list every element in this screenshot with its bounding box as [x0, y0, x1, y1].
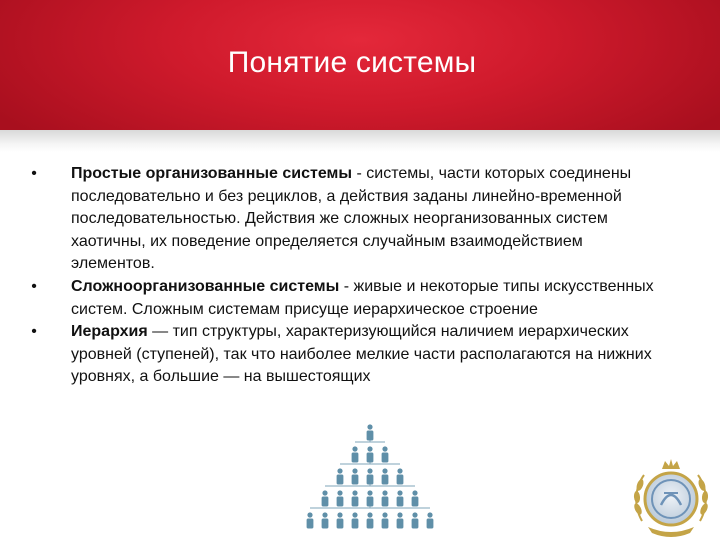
person-icon — [382, 446, 389, 462]
person-icon — [367, 446, 374, 462]
item-term: Иерархия — [71, 323, 148, 341]
person-icon — [382, 490, 389, 506]
item-text: — тип структуры, характеризующийся наличием иерархических уровней (ступеней), так что наиболее мелкие части располагаются на нижних уровнях, а большие — на вышестоящих — [71, 323, 652, 386]
person-icon — [307, 512, 314, 528]
person-icon — [382, 512, 389, 528]
person-icon — [367, 424, 374, 440]
person-icon — [337, 512, 344, 528]
person-icon — [412, 490, 419, 506]
person-icon — [367, 512, 374, 528]
slide-header — [0, 0, 720, 130]
person-icon — [322, 490, 329, 506]
person-icon — [397, 490, 404, 506]
bullet-list — [28, 163, 668, 389]
list-item — [28, 321, 668, 389]
list-item — [28, 276, 668, 321]
person-icon — [382, 468, 389, 484]
page-title: Понятие системы — [227, 46, 477, 79]
bullet-marker: • — [31, 323, 37, 341]
university-crest-emblem-icon — [628, 455, 714, 541]
bullet-marker: • — [31, 165, 37, 182]
item-text: - живые и некоторые типы искусственных систем. Сложным системам присуще иерархическое строение — [71, 277, 654, 318]
item-term: Простые организованные системы — [71, 165, 353, 182]
person-icon — [352, 512, 359, 528]
item-text: - системы, части которых соединены последовательно и без рециклов, а действия заданы линейно-временной последовательностью. Действия же сложных неорганизованных систем хаотичны, их поведение определяется случайным взаимодействием элементов. — [71, 165, 632, 273]
person-icon — [352, 490, 359, 506]
person-icon — [427, 512, 434, 528]
people-hierarchy-pyramid-icon — [300, 416, 440, 536]
person-icon — [412, 512, 419, 528]
person-icon — [367, 468, 374, 484]
header-shadow-band — [0, 130, 720, 152]
person-icon — [337, 468, 344, 484]
person-icon — [397, 468, 404, 484]
person-icon — [352, 446, 359, 462]
person-icon — [322, 512, 329, 528]
person-icon — [367, 490, 374, 506]
list-item — [28, 163, 668, 276]
person-icon — [397, 512, 404, 528]
bullet-marker: • — [31, 277, 37, 295]
item-term: Сложноорганизованные системы — [71, 277, 340, 295]
person-icon — [352, 468, 359, 484]
person-icon — [337, 490, 344, 506]
